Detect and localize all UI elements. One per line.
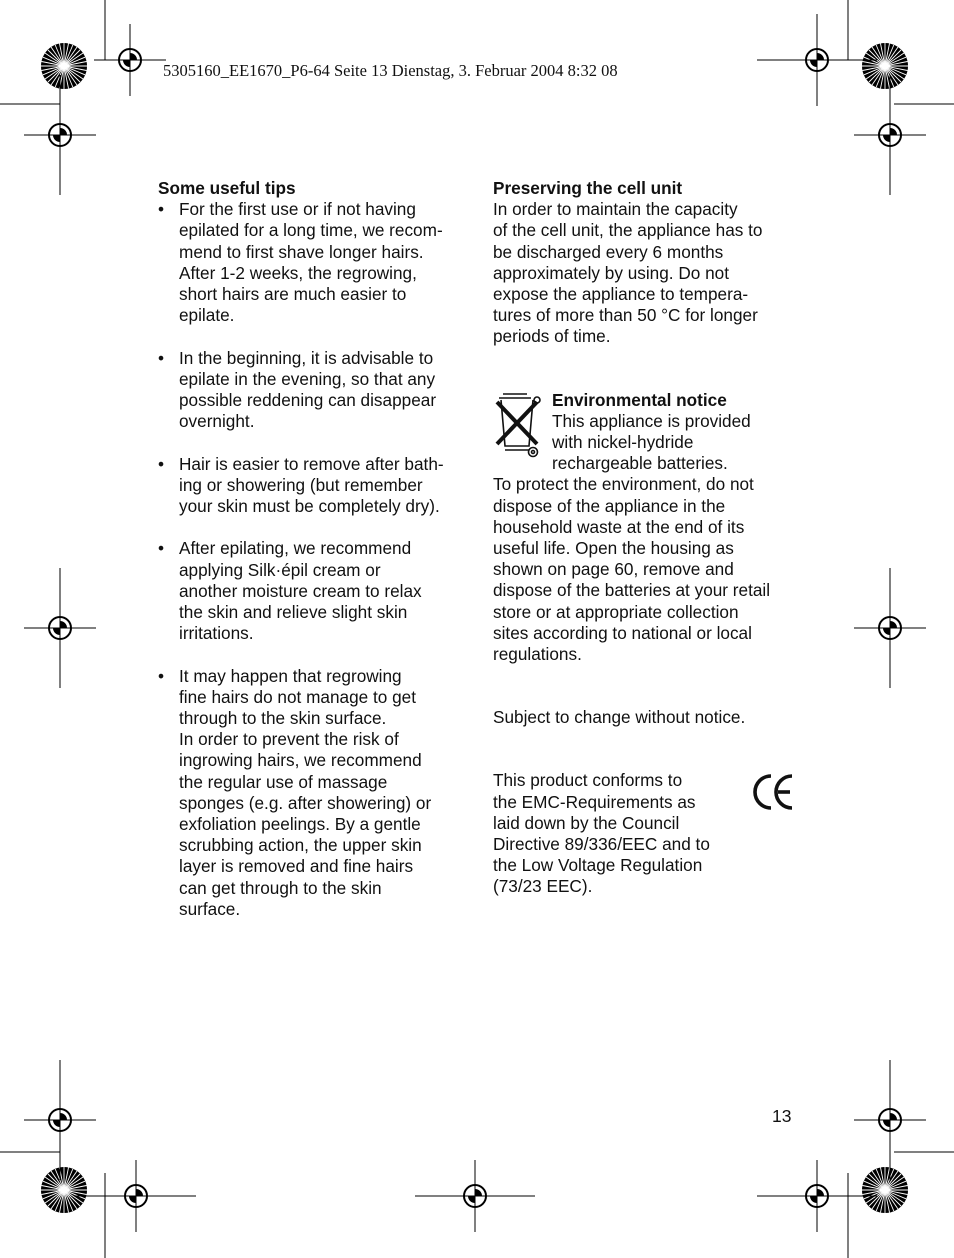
preserving-line: be discharged every 6 months	[493, 241, 724, 262]
tip-line: irritations.	[179, 623, 254, 644]
tip-text	[179, 538, 463, 644]
tip-line: For the first use or if not having	[179, 199, 416, 220]
preserving-heading: Preserving the cell unit	[493, 178, 683, 198]
emc-conformity	[493, 770, 793, 897]
tip-line: overnight.	[179, 411, 255, 432]
change-notice: Subject to change without notice.	[493, 707, 746, 728]
tip-line: epilate.	[179, 305, 235, 326]
environmental-notice	[493, 390, 793, 666]
tip-line: short hairs are much easier to	[179, 284, 407, 305]
emc-line: This product conforms to	[493, 770, 683, 791]
tip-line: exfoliation peelings. By a gentle	[179, 814, 421, 835]
tip-text	[179, 348, 463, 433]
preserving-line: of the cell unit, the appliance has to	[493, 220, 763, 241]
tip-line: layer is removed and fine hairs	[179, 856, 414, 877]
tip-line: through to the skin surface.	[179, 708, 387, 729]
right-column	[493, 178, 793, 898]
tip-line: In the beginning, it is advisable to	[179, 347, 434, 368]
tip-line: your skin must be completely dry).	[179, 496, 440, 517]
tip-item	[158, 454, 463, 518]
page-number: 13	[772, 1106, 792, 1126]
environmental-intro-line: This appliance is provided	[552, 410, 751, 431]
preserving-line: tures of more than 50 °C for longer	[493, 305, 758, 326]
tips-list	[158, 199, 463, 920]
tip-line: possible reddening can disappear	[179, 390, 437, 411]
emc-line: laid down by the Council	[493, 812, 680, 833]
tip-line: epilated for a long time, we recom-	[179, 220, 443, 241]
bullet-icon: •	[158, 347, 165, 368]
crossed-out-wheelie-bin-icon	[493, 390, 545, 460]
tip-line: It may happen that regrowing	[179, 665, 402, 686]
left-column	[158, 178, 463, 941]
environmental-line: To protect the environment, do not	[493, 474, 754, 495]
bullet-icon: •	[158, 453, 165, 474]
tip-item	[158, 666, 463, 920]
tip-item	[158, 199, 463, 326]
tip-line: epilate in the evening, so that any	[179, 368, 436, 389]
tip-line: ing or showering (but remember	[179, 474, 423, 495]
tip-line: Hair is easier to remove after bath-	[179, 453, 444, 474]
tip-line: surface.	[179, 898, 241, 919]
preserving-line: periods of time.	[493, 326, 611, 347]
tip-line: the skin and relieve slight skin	[179, 602, 408, 623]
environmental-line: regulations.	[493, 644, 582, 665]
tip-line: another moisture cream to relax	[179, 580, 422, 601]
environmental-line: store or at appropriate collection	[493, 601, 739, 622]
tip-text	[179, 454, 463, 518]
preserving-text	[493, 199, 793, 347]
emc-line: the EMC-Requirements as	[493, 791, 696, 812]
environmental-heading: Environmental notice	[552, 389, 727, 410]
tip-line: fine hairs do not manage to get	[179, 686, 416, 707]
ce-mark-icon	[751, 770, 795, 814]
tips-heading: Some useful tips	[158, 178, 296, 198]
tip-line: In order to prevent the risk of	[179, 729, 399, 750]
emc-line: Directive 89/336/EEC and to	[493, 834, 710, 855]
emc-text	[493, 770, 793, 897]
tip-line: sponges (e.g. after showering) or	[179, 792, 432, 813]
environmental-intro-line: rechargeable batteries.	[552, 453, 728, 474]
bullet-icon: •	[158, 199, 165, 220]
bullet-icon: •	[158, 538, 165, 559]
bullet-icon: •	[158, 665, 165, 686]
environmental-line: shown on page 60, remove and	[493, 559, 734, 580]
preserving-line: expose the appliance to tempera-	[493, 284, 749, 305]
preserving-line: approximately by using. Do not	[493, 262, 729, 283]
environmental-line: dispose of the batteries at your retail	[493, 580, 771, 601]
environmental-line: sites according to national or local	[493, 622, 752, 643]
tip-line: scrubbing action, the upper skin	[179, 835, 422, 856]
tip-line: mend to first shave longer hairs.	[179, 241, 424, 262]
environmental-line: household waste at the end of its	[493, 516, 745, 537]
environmental-line: dispose of the appliance in the	[493, 495, 726, 516]
tip-line: the regular use of massage	[179, 771, 388, 792]
emc-line: the Low Voltage Regulation	[493, 855, 703, 876]
emc-line: (73/23 EEC).	[493, 876, 593, 897]
print-slug: 5305160_EE1670_P6-64 Seite 13 Dienstag, 3. Februar 2004 8:32 08	[163, 61, 618, 80]
tip-line: applying Silk·épil cream or	[179, 559, 381, 580]
tip-item	[158, 538, 463, 644]
tip-text	[179, 666, 463, 920]
tip-line: ingrowing hairs, we recommend	[179, 750, 422, 771]
tip-text	[179, 199, 463, 326]
tip-line: can get through to the skin	[179, 877, 382, 898]
tip-line: After epilating, we recommend	[179, 538, 412, 559]
environmental-line: useful life. Open the housing as	[493, 538, 734, 559]
tip-line: After 1-2 weeks, the regrowing,	[179, 262, 417, 283]
tip-item	[158, 348, 463, 433]
environmental-text	[493, 474, 793, 665]
environmental-intro-line: with nickel-hydride	[552, 432, 694, 453]
preserving-line: In order to maintain the capacity	[493, 199, 738, 220]
